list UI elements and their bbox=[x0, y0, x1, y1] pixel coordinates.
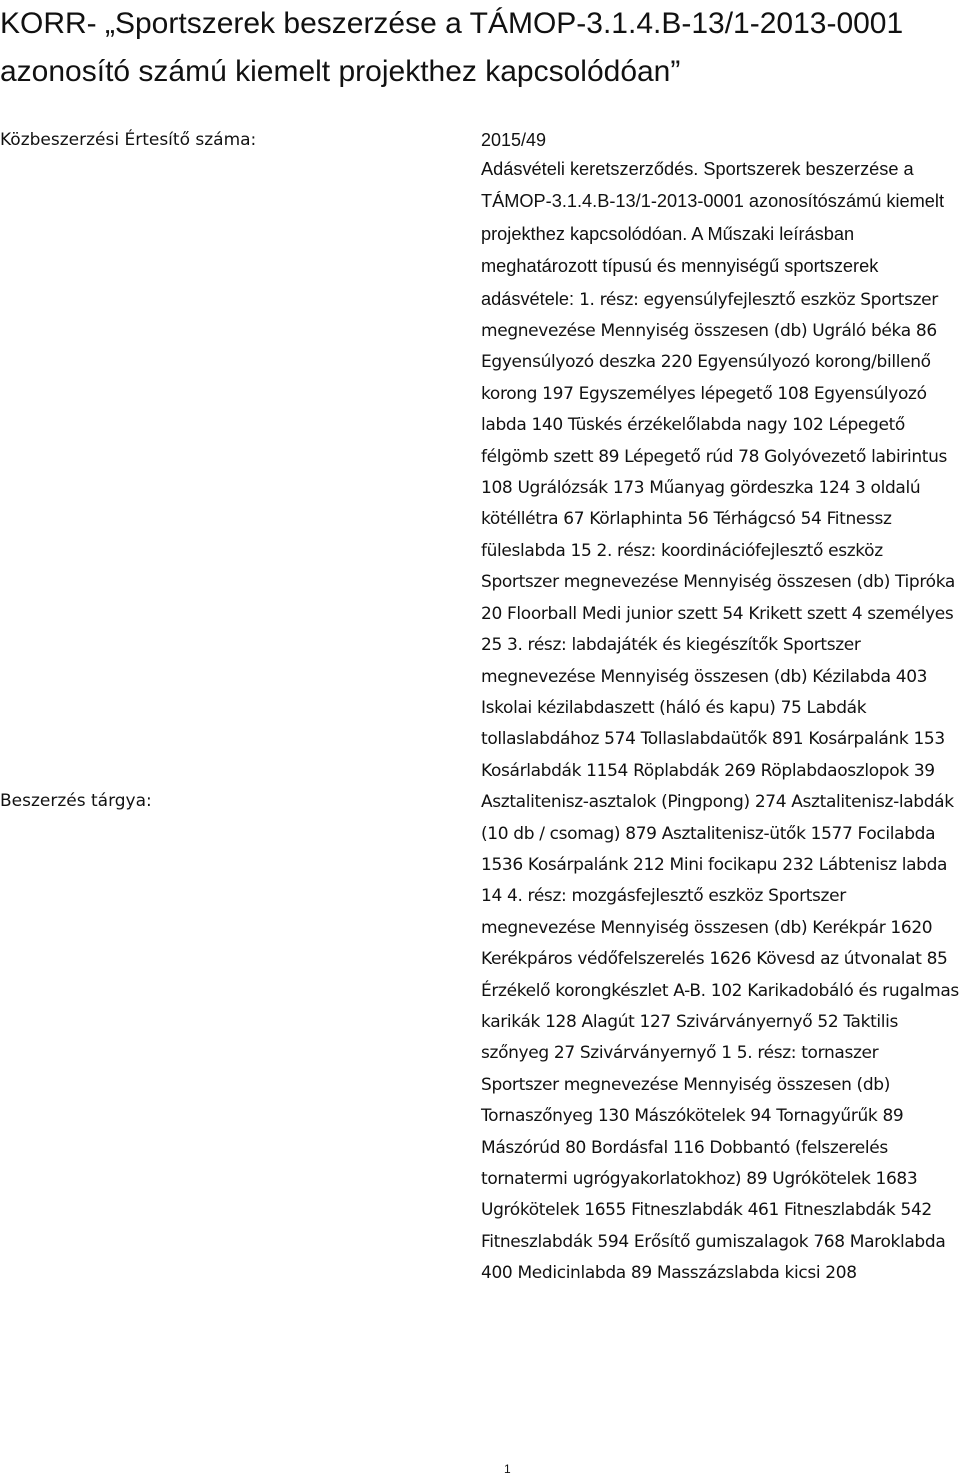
document-title: KORR- „Sportszerek beszerzése a TÁMOP-3.1.4.B-13/1-2013-0001 azonosító számú kiemelt projekthez kapcsolódóan” bbox=[0, 7, 904, 88]
notice-number-value: 2015/49 bbox=[481, 130, 547, 150]
subject-lot-list: 1. rész: egyensúlyfejlesztő eszköz Sportszer megnevezése Mennyiség összesen (db) Ugráló béka 86 Egyensúlyozó deszka 220 Egyensúlyozó korong/billenő korong 197 Egyszemélyes lépegető 108 Egyensúlyozó labda 140 Tüskés érzékelőlabda nagy 102 Lépegető félgömb szett 89 Lépegető rúd 78 Golyóvezető labirintus 108 Ugrálózsák 173 Műanyag gördeszka 124 3 oldalú kötéllétra 67 Körlaphinta 56 Térhágcsó 54 Fitnessz füleslabda 15 2. rész: koordinációfejlesztő eszköz Sportszer megnevezése Mennyiség összesen (db) Tipróka 20 Floorball Medi junior szett 54 Krikett szett 4 személyes 25 3. rész: labdajáték és kiegészítők Sportszer megnevezése Mennyiség összesen (db) Kézilabda 403 Iskolai kézilabdaszett (háló és kapu) 75 Labdák tollaslabdához 574 Tollaslabdaütők 891 Kosárpalánk 153 Kosárlabdák 1154 Röplabdák 269 Röplabdaoszlopok 39 Asztalitenisz-asztalok (Pingpong) 274 Asztalitenisz-labdák (10 db / csomag) 879 Asztalitenisz-ütők 1577 Focilabda 1536 Kosárpalánk 212 Mini focikapu 232 Lábtenisz labda 14 4. rész: mozgásfejlesztő eszköz Sportszer megnevezése Mennyiség összesen (db) Kerékpár 1620 Kerékpáros védőfelszerelés 1626 Kövesd az útvonalat 85 Érzékelő korongkészlet A-B. 102 Karikadobáló és rugalmas karikák 128 Alagút 127 Szivárványernyő 52 Taktilis szőnyeg 27 Szivárványernyő 1 5. rész: tornaszer Sportszer megnevezése Mennyiség összesen (db) Tornaszőnyeg 130 Mászókötelek 94 Tornagyűrűk 89 Mászórúd 80 Bordásfal 116 Dobbantó (felszerelés tornatermi ugrógyakorlatokhoz) 89 Ugrókötelek 1683 Ugrókötelek 1655 Fitneszlabdák 461 Fitneszlabdák 542 Fitneszlabdák 594 Erősítő gumiszalagok 768 Maroklabda 400 Medicinlabda 89 Masszázslabda kicsi 208 bbox=[481, 289, 959, 1284]
notice-number-label: Közbeszerzési Értesítő száma: bbox=[0, 130, 257, 150]
subject-lead-text: Adásvételi keretszerződés. Sportszerek beszerzése a TÁMOP-3.1.4.B-13/1-2013-0001 azonosítószámú kiemelt projekthez kapcsolódóan. A Műszaki leírásban meghatározott típusú és mennyiségű sportszerek adásvétele: bbox=[481, 159, 944, 309]
subject-label: Beszerzés tárgya: bbox=[0, 791, 152, 811]
subject-description bbox=[481, 154, 959, 1290]
page-number: 1 bbox=[504, 1462, 511, 1476]
